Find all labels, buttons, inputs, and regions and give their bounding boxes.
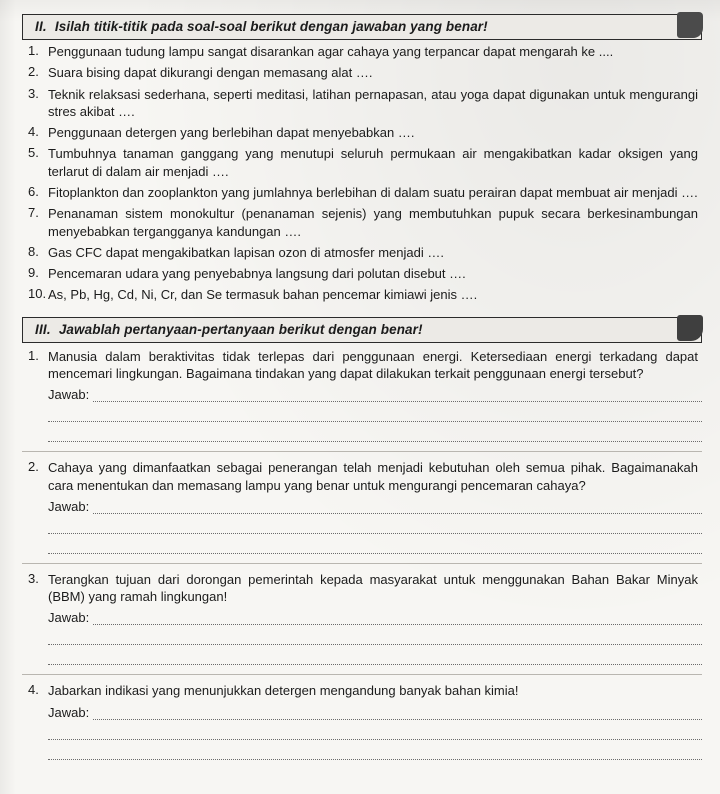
item-number: 4. bbox=[28, 124, 39, 140]
answer-input-line[interactable] bbox=[48, 651, 702, 665]
item-number: 9. bbox=[28, 265, 39, 281]
section-ii-title: Isilah titik-titik pada soal-soal berikut dengan jawaban yang benar! bbox=[54, 19, 488, 34]
item-number: 1. bbox=[28, 347, 39, 363]
list-item bbox=[22, 283, 702, 304]
list-item bbox=[22, 343, 702, 384]
answer-input-line[interactable] bbox=[48, 631, 702, 645]
answer-row bbox=[48, 387, 702, 402]
item-number: 10. bbox=[28, 286, 47, 302]
answer-input-line[interactable] bbox=[48, 408, 702, 422]
section-header-ii bbox=[22, 14, 702, 40]
answer-input-line[interactable] bbox=[48, 520, 702, 534]
item-number: 2. bbox=[28, 64, 39, 80]
answer-label: Jawab: bbox=[48, 610, 90, 626]
item-text: Tumbuhnya tanaman ganggang yang menutupi seluruh permukaan air mengakibatkan kadar oksigen yang terlarut di dalam air menjadi …. bbox=[48, 146, 698, 179]
list-item bbox=[22, 121, 702, 142]
item-number: 1. bbox=[28, 43, 39, 58]
page-corner-tab-icon bbox=[677, 315, 703, 341]
section-iii-roman: III. bbox=[35, 321, 51, 337]
answer-input-line[interactable] bbox=[48, 726, 702, 740]
item-text: Terangkan tujuan dari dorongan pemerintah kepada masyarakat untuk menggunakan Bahan Bakar Minyak (BBM) yang ramah lingkungan! bbox=[48, 571, 698, 605]
page-content bbox=[22, 14, 702, 760]
item-text: Penanaman sistem monokultur (penanaman sejenis) yang membutuhkan pupuk secara berkesinambungan menyebabkan tergangganya kandungan …. bbox=[48, 206, 698, 239]
section-ii-question-list bbox=[22, 40, 702, 305]
answer-label: Jawab: bbox=[48, 704, 90, 720]
item-text: Penggunaan detergen yang berlebihan dapat menyebabkan …. bbox=[48, 125, 415, 141]
item-text: Teknik relaksasi sederhana, seperti meditasi, latihan pernapasan, atau yoga dapat digunakan untuk mengurangi stres akibat …. bbox=[48, 86, 698, 119]
section-header-iii bbox=[22, 317, 702, 343]
item-number: 6. bbox=[28, 183, 39, 199]
list-item bbox=[22, 262, 702, 283]
answer-input-line[interactable] bbox=[48, 540, 702, 554]
list-item bbox=[22, 61, 702, 82]
item-text: Suara bising dapat dikurangi dengan memasang alat …. bbox=[48, 65, 373, 81]
item-number: 3. bbox=[28, 570, 39, 586]
item-number: 8. bbox=[28, 243, 39, 259]
divider bbox=[22, 563, 702, 564]
item-text: Manusia dalam beraktivitas tidak terlepas dari penggunaan energi. Ketersediaan energi terkadang dapat mencemari lingkungan. Bagaimana tindakan yang dapat dilakukan terkait penggunaan energi tersebut? bbox=[48, 348, 698, 381]
item-number: 3. bbox=[28, 85, 39, 101]
item-number: 4. bbox=[28, 682, 39, 698]
list-item bbox=[22, 677, 702, 700]
answer-input-line[interactable] bbox=[48, 428, 702, 442]
divider bbox=[22, 451, 702, 452]
item-text: Fitoplankton dan zooplankton yang jumlahnya berlebihan di dalam suatu perairan dapat membuat air menjadi …. bbox=[48, 184, 698, 200]
answer-input-line[interactable] bbox=[93, 707, 702, 720]
answer-row bbox=[48, 610, 702, 625]
answer-input-line[interactable] bbox=[93, 501, 702, 514]
section-iii-title: Jawablah pertanyaan-pertanyaan berikut dengan benar! bbox=[58, 321, 423, 337]
item-text: Jabarkan indikasi yang menunjukkan detergen mengandung banyak bahan kimia! bbox=[48, 683, 519, 699]
answer-row bbox=[48, 499, 702, 514]
item-number: 5. bbox=[28, 145, 39, 161]
list-item bbox=[22, 241, 702, 262]
page-corner-tab-icon bbox=[677, 12, 703, 38]
item-text: Penggunaan tudung lampu sangat disarankan agar cahaya yang terpancar dapat mengarah ke .... bbox=[48, 44, 614, 59]
answer-row bbox=[48, 705, 702, 720]
answer-input-line[interactable] bbox=[93, 389, 702, 402]
list-item bbox=[22, 454, 702, 495]
list-item bbox=[22, 40, 702, 61]
answer-label: Jawab: bbox=[48, 387, 90, 403]
item-text: Gas CFC dapat mengakibatkan lapisan ozon di atmosfer menjadi …. bbox=[48, 244, 444, 260]
section-iii-question-list bbox=[22, 343, 702, 760]
list-item bbox=[22, 181, 702, 202]
answer-label: Jawab: bbox=[48, 498, 90, 514]
answer-input-line[interactable] bbox=[48, 746, 702, 760]
list-item bbox=[22, 142, 702, 181]
item-number: 7. bbox=[28, 205, 39, 221]
item-text: Pencemaran udara yang penyebabnya langsung dari polutan disebut …. bbox=[48, 266, 466, 282]
list-item bbox=[22, 202, 702, 241]
list-item bbox=[22, 83, 702, 122]
section-ii-roman: II. bbox=[35, 19, 47, 34]
divider bbox=[22, 674, 702, 675]
list-item bbox=[22, 566, 702, 607]
answer-input-line[interactable] bbox=[93, 612, 702, 625]
item-text: As, Pb, Hg, Cd, Ni, Cr, dan Se termasuk bahan pencemar kimiawi jenis …. bbox=[48, 287, 478, 303]
item-number: 2. bbox=[28, 459, 39, 475]
item-text: Cahaya yang dimanfaatkan sebagai penerangan telah menjadi kebutuhan oleh semua pihak. Bagaimanakah cara menentukan dan memasang lampu yang benar untuk mengurangi pencemaran cahaya? bbox=[48, 460, 698, 493]
